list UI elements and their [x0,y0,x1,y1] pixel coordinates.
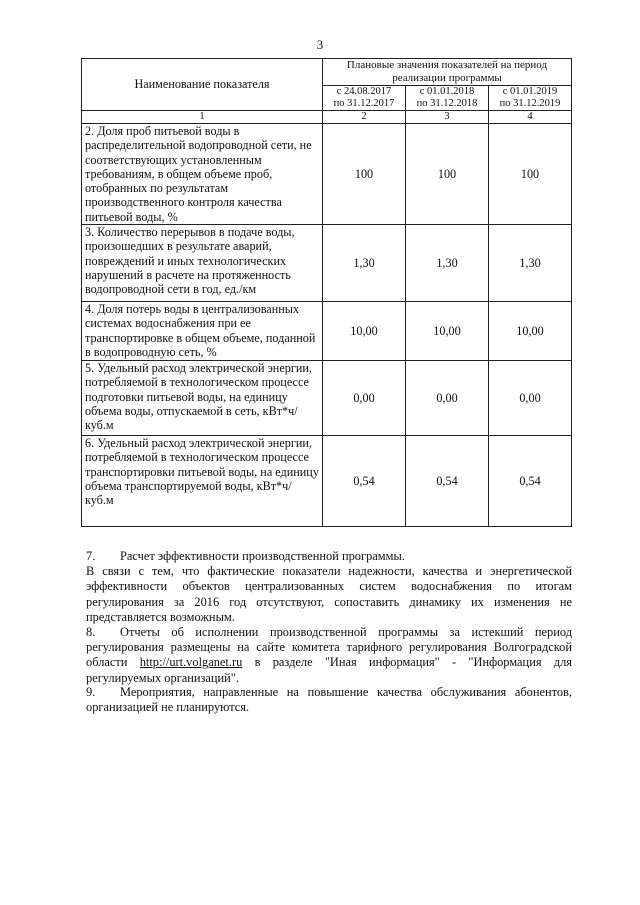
indicator-name: 3. Количество перерывов в подаче воды, произошедших в результате аварий, повреждений и иных технологических нарушений в расчете на протяженность водопроводной сети в год, ед./км [82,225,323,302]
indicator-value: 1,30 [406,225,489,302]
indicator-name: 6. Удельный расход электрической энергии, потребляемой в технологическом процессе транспортировки питьевой воды, на единицу объема транспортируемой воды, кВт*ч/куб.м [82,436,323,527]
table-header-row [82,59,572,86]
indicator-value: 0,00 [323,361,406,436]
indicator-name: 2. Доля проб питьевой воды в распределительной водопроводной сети, не соответствующих установленным требованиям, в общем объеме проб, отобранных по результатам производственного контроля качества питьевой воды, % [82,124,323,225]
indicator-value: 10,00 [406,302,489,361]
indicator-value: 0,54 [489,436,572,527]
page-number: 3 [316,37,324,52]
section-8 [86,625,572,686]
header-indicator-name: Наименование показателя [82,59,323,111]
indicator-value: 100 [489,124,572,225]
indicator-value: 1,30 [489,225,572,302]
section-number: 9. [86,685,96,699]
section-8-text-after: в разделе "Иная информация" - "Информация для регулируемых организаций". [86,655,572,685]
period-header [323,86,406,111]
table-row [82,225,572,302]
indicator-name: 5. Удельный расход электрической энергии, потребляемой в технологическом процессе подготовки питьевой воды, на единицу объема воды, отпускаемой в сеть, кВт*ч/куб.м [82,361,323,436]
table-row [82,302,572,361]
indicator-value: 0,54 [323,436,406,527]
indicator-name: 4. Доля потерь воды в централизованных системах водоснабжения при ее транспортировке в общем объеме, поданной в водопроводную сеть, % [82,302,323,361]
section-7-heading [86,549,572,564]
indicator-value: 0,00 [406,361,489,436]
table-row [82,124,572,225]
indicator-value: 10,00 [489,302,572,361]
header-planned-values: Плановые значения показателей на период реализации программы [323,59,572,86]
column-number: 3 [406,111,489,124]
urt-website-link[interactable]: http://urt.volganet.ru [139,655,243,670]
indicators-table [81,58,572,527]
section-title: Расчет эффективности производственной программы. [120,549,405,563]
period-from: с 01.01.2018 [419,86,475,97]
section-7 [86,549,572,625]
period-header [489,86,572,111]
period-to: по 31.12.2018 [416,98,478,109]
period-to: по 31.12.2017 [333,98,395,109]
column-number: 2 [323,111,406,124]
table-row [82,361,572,436]
period-from: с 24.08.2017 [336,86,392,97]
section-8-text-before: Отчеты об исполнении производственной программы за истекший период регулирования размещены на сайте комитета тарифного регулирования Волгоградской области [86,625,572,670]
section-9-text: Мероприятия, направленные на повышение качества обслуживания абонентов, организацией не планируются. [86,685,572,715]
period-header [406,86,489,111]
period-from: с 01.01.2019 [502,86,558,97]
section-9 [86,685,572,715]
indicator-value: 100 [406,124,489,225]
indicator-value: 100 [323,124,406,225]
table-row [82,436,572,527]
column-number: 4 [489,111,572,124]
indicator-value: 0,00 [489,361,572,436]
indicator-value: 1,30 [323,225,406,302]
section-number: 7. [86,549,96,563]
section-7-body: В связи с тем, что фактические показатели надежности, качества и энергетической эффективности объектов централизованных систем водоснабжения по итогам регулирования за 2016 год отсутствуют, сопоставить динамику их изменения не представляется возможным. [86,564,572,624]
column-number-row [82,111,572,124]
indicator-value: 10,00 [323,302,406,361]
column-number: 1 [82,111,323,124]
indicator-value: 0,54 [406,436,489,527]
period-to: по 31.12.2019 [499,98,561,109]
section-number: 8. [86,625,96,639]
